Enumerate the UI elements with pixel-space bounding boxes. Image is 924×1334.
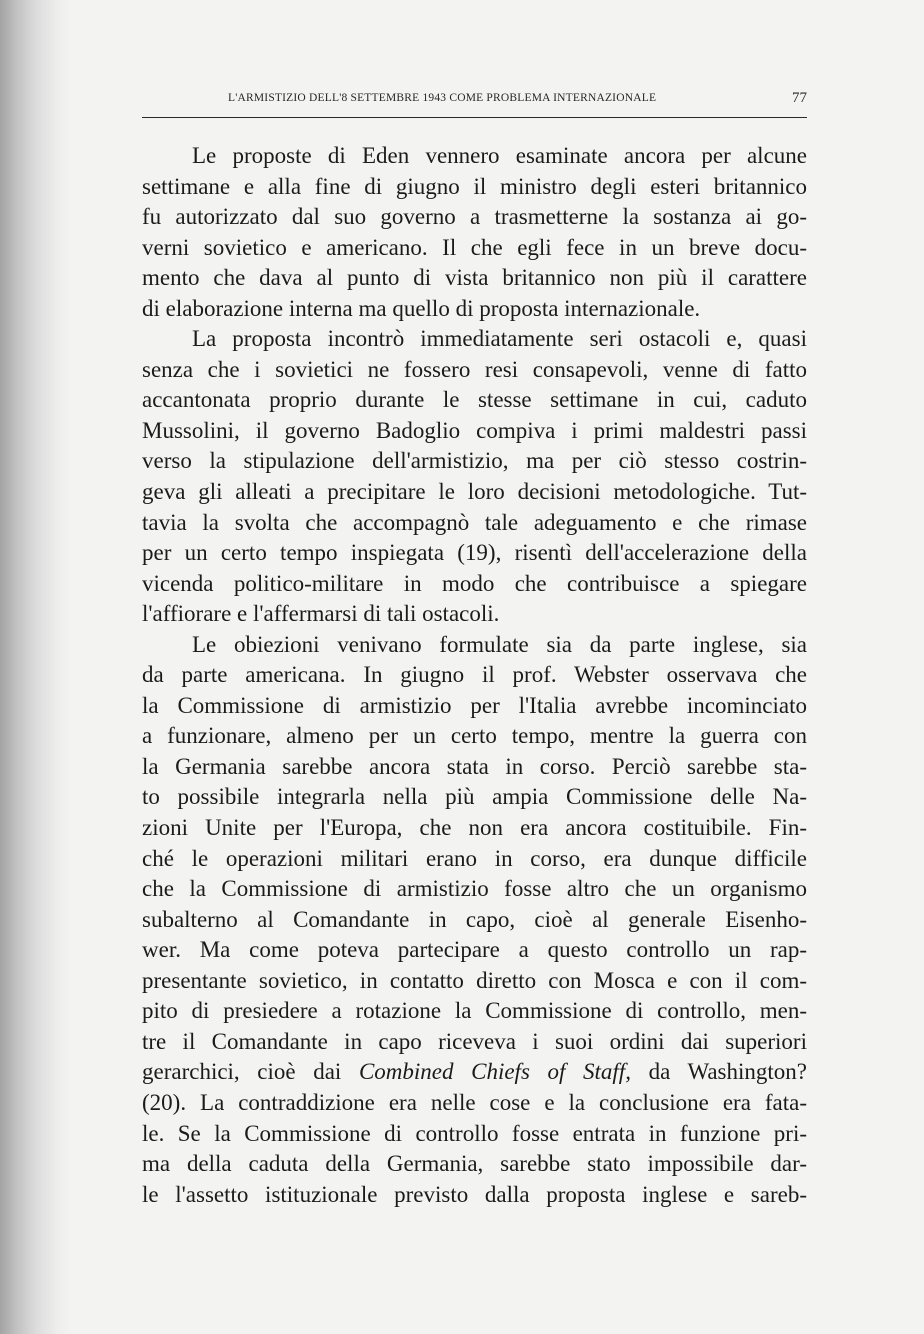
text-line: di elaborazione interna ma quello di proposta internazionale. <box>142 295 701 321</box>
line-text: gerarchici, cioè dai <box>142 1059 359 1085</box>
text-line: Mussolini, il governo Badoglio compiva i primi maldestri passi <box>142 417 807 443</box>
text-line: wer. Ma come poteva partecipare a questo controllo un rap- <box>142 937 807 963</box>
text-line: ma della caduta della Germania, sarebbe stato impossibile dar- <box>142 1151 807 1177</box>
page-number: 77 <box>792 90 807 106</box>
text-line: accantonata proprio durante le stesse settimane in cui, caduto <box>142 387 807 413</box>
text-line: Le proposte di Eden vennero esaminate ancora per alcune <box>192 143 807 168</box>
text-line: per un certo tempo inspiegata (19), risentì dell'accelerazione della <box>142 540 807 566</box>
text-line: presentante sovietico, in contatto diretto con Mosca e con il com- <box>142 967 807 993</box>
text-line: pito di presiedere a rotazione la Commissione di controllo, men- <box>142 998 807 1024</box>
text-line: ché le operazioni militari erano in corso, era dunque difficile <box>142 845 807 871</box>
text-line: verso la stipulazione dell'armistizio, ma per ciò stesso costrin- <box>142 448 807 474</box>
text-line: Le obiezioni venivano formulate sia da parte inglese, sia <box>192 631 807 657</box>
text-line: a funzionare, almeno per un certo tempo, mentre la guerra con <box>142 723 807 749</box>
running-head <box>142 92 807 112</box>
text-line: tavia la svolta che accompagnò tale adeguamento e che rimase <box>142 509 807 535</box>
text-line: la Germania sarebbe ancora stata in corso. Perciò sarebbe sta- <box>142 753 807 779</box>
text-line: mento che dava al punto di vista britannico non più il carattere <box>142 265 807 291</box>
text-line: fu autorizzato dal suo governo a trasmetterne la sostanza ai go- <box>142 204 807 230</box>
text-line: settimane e alla fine di giugno il ministro degli esteri britannico <box>142 173 807 199</box>
text-line: zioni Unite per l'Europa, che non era ancora costituibile. Fin- <box>142 815 807 841</box>
binding-shadow <box>0 0 70 1334</box>
text-line: l'affiorare e l'affermarsi di tali ostacoli. <box>142 601 500 627</box>
text-line: da parte americana. In giugno il prof. Webster osservava che <box>142 662 807 688</box>
body-text <box>142 141 807 1210</box>
text-line: che la Commissione di armistizio fosse altro che un organismo <box>142 876 807 902</box>
text-line: verni sovietico e americano. Il che egli fece in un breve docu- <box>142 234 807 260</box>
text-line: senza che i sovietici ne fossero resi consapevoli, venne di fatto <box>142 356 807 382</box>
text-line-with-italic <box>142 1057 807 1088</box>
text-line: la Commissione di armistizio per l'Italia avrebbe incominciato <box>142 692 807 718</box>
text-line: le. Se la Commissione di controllo fosse entrata in funzione pri- <box>142 1120 807 1146</box>
text-line: La proposta incontrò immediatamente seri ostacoli e, quasi <box>192 326 807 352</box>
line-text: da Washington? <box>630 1059 807 1085</box>
text-line: (20). La contraddizione era nelle cose e la conclusione era fata- <box>142 1089 807 1115</box>
header-rule <box>142 117 807 118</box>
text-line: le l'assetto istituzionale previsto dalla proposta inglese e sareb- <box>142 1181 807 1207</box>
text-line: tre il Comandante in capo riceveva i suoi ordini dai superiori <box>142 1028 807 1054</box>
text-line: subalterno al Comandante in capo, cioè al generale Eisenho- <box>142 906 807 932</box>
text-line: vicenda politico-militare in modo che contribuisce a spiegare <box>142 570 807 596</box>
italic-title: Combined Chiefs of Staff, <box>358 1059 631 1085</box>
text-line: geva gli alleati a precipitare le loro decisioni metodologiche. Tut- <box>142 479 807 505</box>
text-line: to possibile integrarla nella più ampia Commissione delle Na- <box>142 784 807 810</box>
running-title: L'ARMISTIZIO DELL'8 SETTEMBRE 1943 COME PROBLEMA INTERNAZIONALE <box>228 92 657 104</box>
